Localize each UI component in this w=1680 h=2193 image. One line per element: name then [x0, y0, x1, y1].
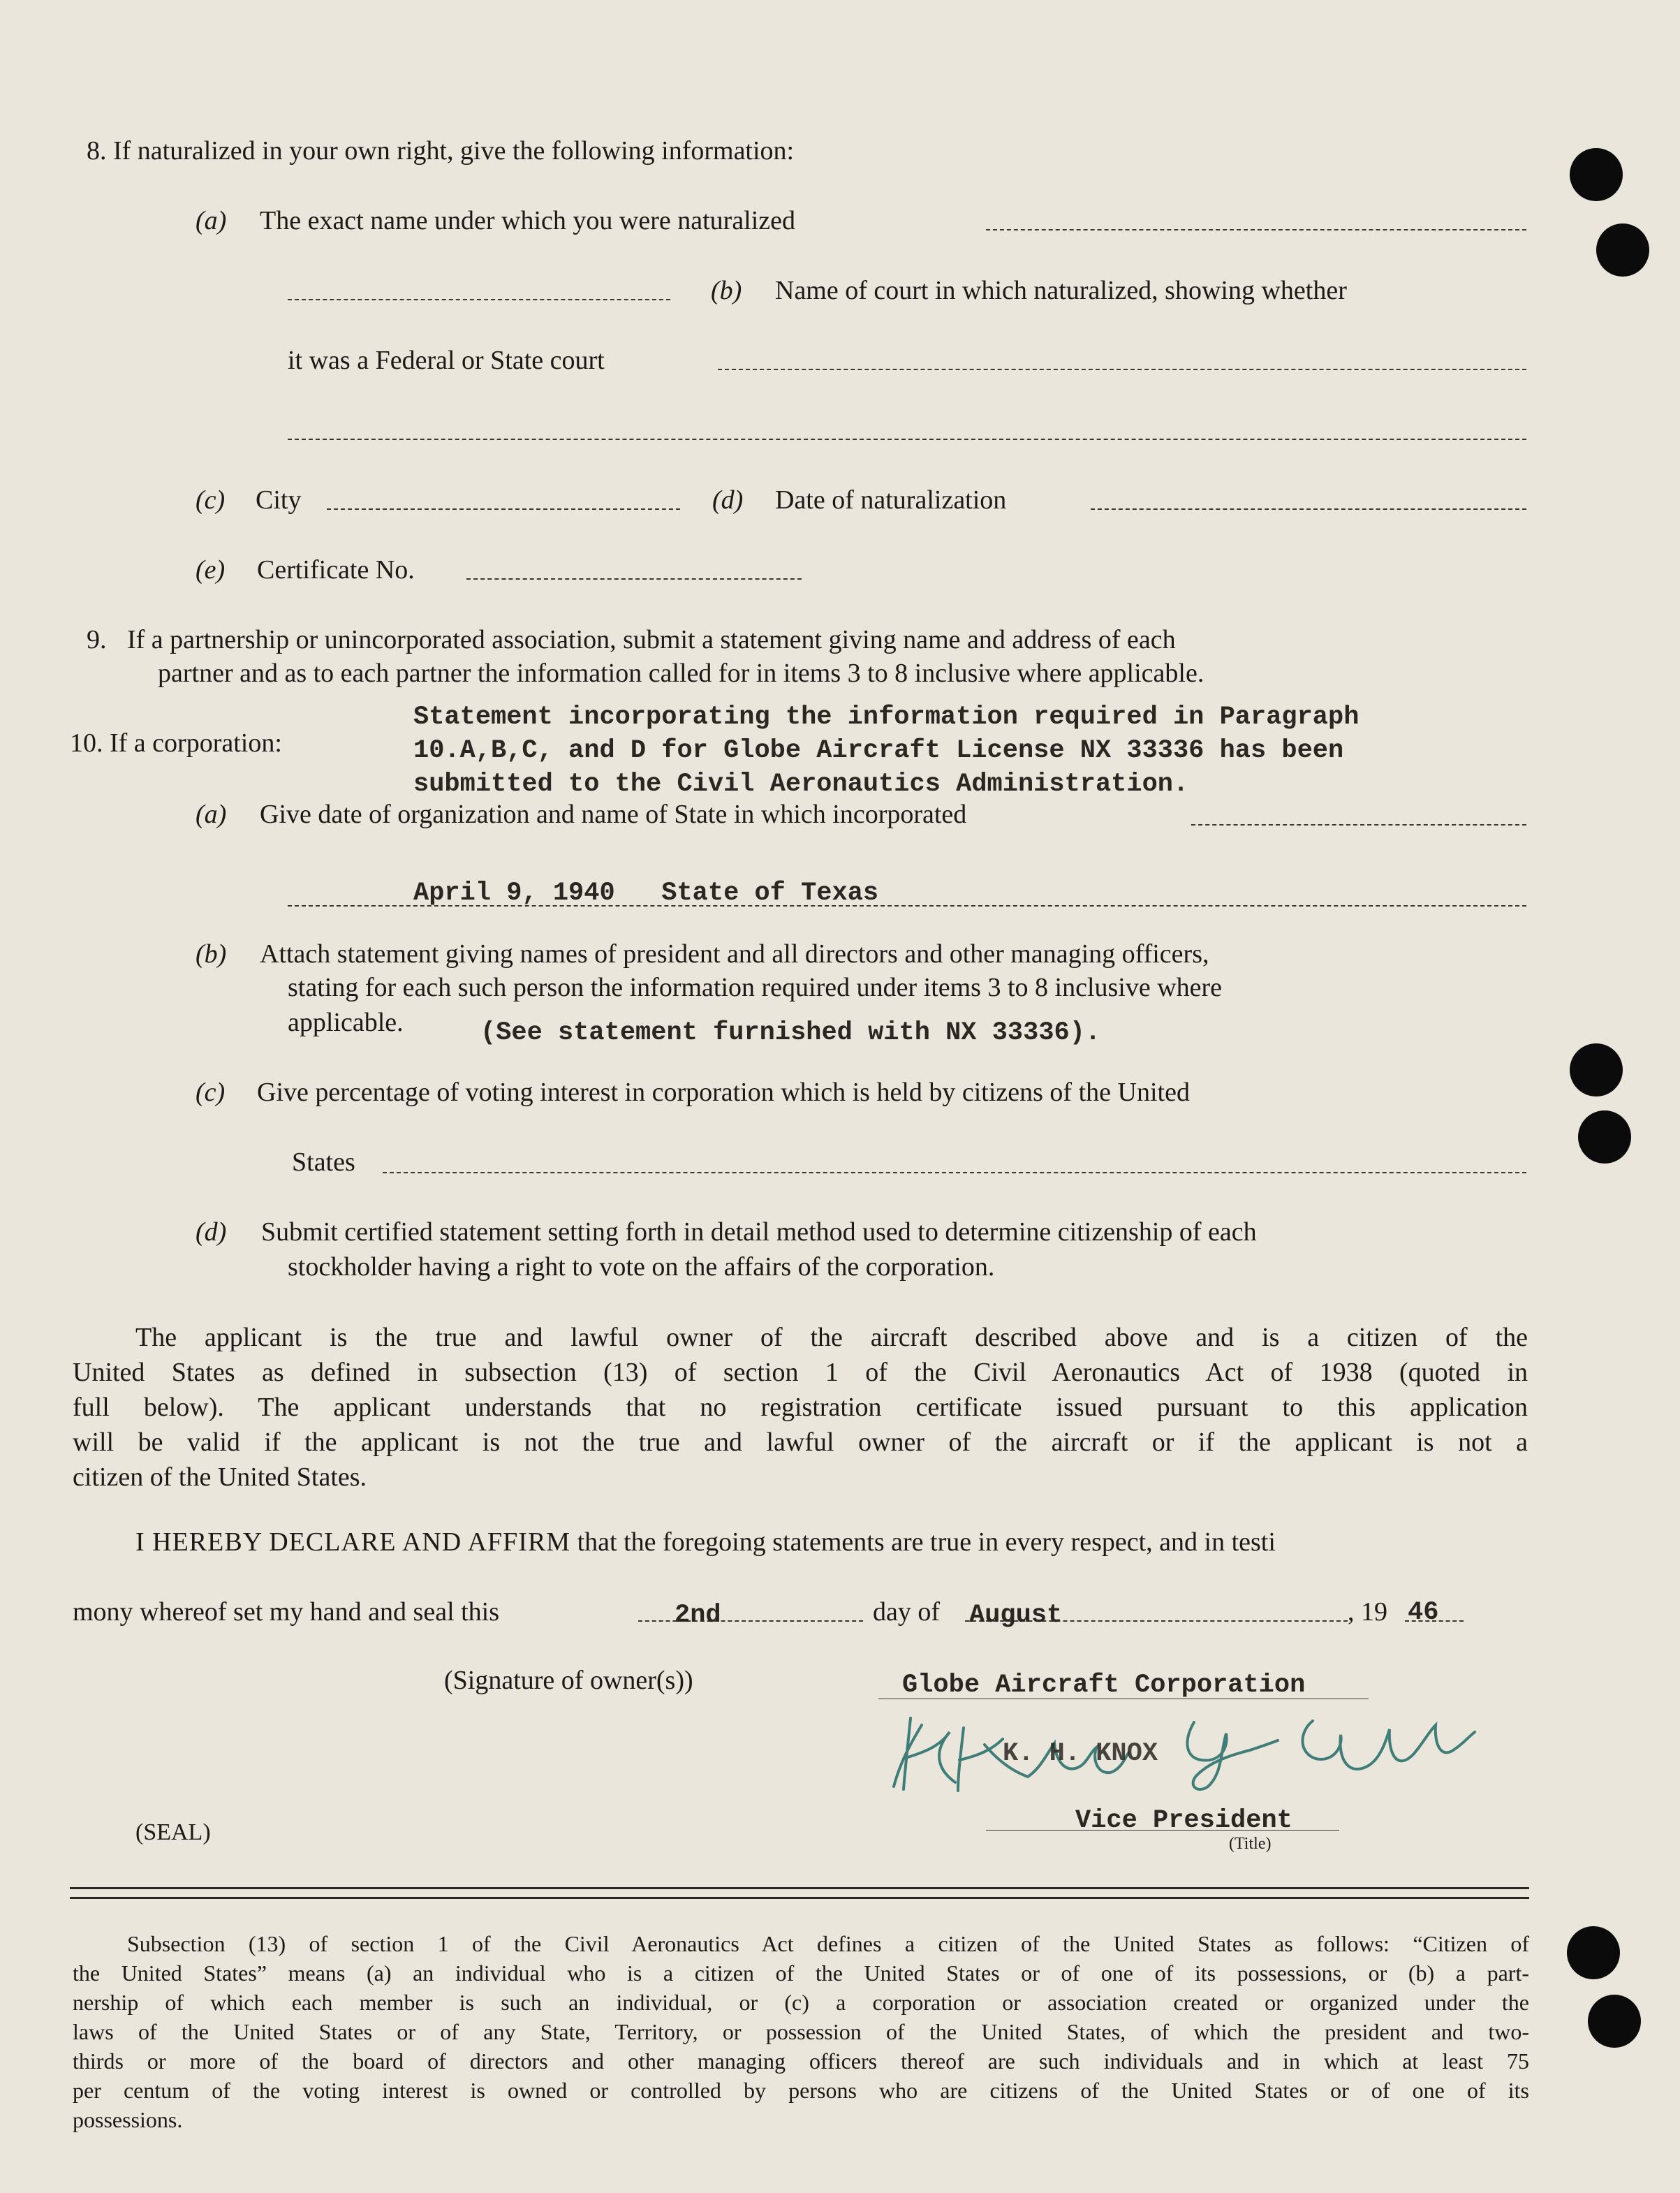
month-value: August — [969, 1601, 1063, 1630]
affirmation-caps: I HEREBY DECLARE AND AFFIRM — [135, 1527, 571, 1557]
item-10c-label: (c) — [196, 1078, 226, 1107]
punch-hole — [1578, 1110, 1631, 1164]
punch-hole — [1570, 1043, 1623, 1096]
footnote-line: nership of which each member is such an individual, or (c) a corporation or association created or organized under the — [73, 1990, 1529, 2015]
citizen-definition-footnote — [73, 1929, 1529, 2134]
statement-reference-value: (See statement furnished with NX 33336). — [480, 1018, 1101, 1048]
punch-hole — [1596, 223, 1649, 277]
item-10a-label: (a) — [196, 800, 227, 829]
court-field-cont[interactable] — [288, 439, 1526, 440]
item-8c-label: (c) — [196, 485, 226, 515]
organization-value: April 9, 1940 State of Texas — [413, 879, 879, 908]
item-8b-text: Name of court in which naturalized, showing whether — [775, 276, 1347, 305]
footnote-line: the United States” means (a) an individual who is a citizen of the United States or of one of its possessions, or (b) a part- — [73, 1960, 1529, 1986]
item-8b-label: (b) — [711, 276, 742, 305]
item-10b-line-1: Attach statement giving names of president and all directors and other managing officers, — [260, 939, 1209, 969]
footnote-line: Subsection (13) of section 1 of the Civil Aeronautics Act defines a citizen of the United States as follows: “Citizen of — [127, 1931, 1529, 1956]
item-8a-label: (a) — [196, 206, 227, 235]
year-prefix: , 19 — [1348, 1597, 1387, 1627]
typed-statement-line: submitted to the Civil Aeronautics Administration. — [413, 770, 1189, 799]
declaration-line: citizen of the United States. — [73, 1462, 367, 1492]
declaration-line: The applicant is the true and lawful owner of the aircraft described above and is a citizen of the — [135, 1323, 1528, 1352]
declaration-paragraph — [73, 1320, 1528, 1495]
affirmation-line — [135, 1527, 1276, 1558]
item-10c-line-2: States — [292, 1147, 355, 1177]
year-field[interactable] — [1405, 1620, 1464, 1622]
footnote-line: possessions. — [73, 2107, 183, 2132]
item-10d-line-2: stockholder having a right to vote on the affairs of the corporation. — [288, 1252, 995, 1282]
divider-rule — [70, 1887, 1529, 1889]
title-label: (Title) — [1229, 1835, 1272, 1853]
item-9-number: 9. — [87, 625, 107, 654]
item-10b-line-2: stating for each such person the information required under items 3 to 8 inclusive where — [288, 973, 1223, 1002]
declaration-line: United States as defined in subsection (13) of section 1 of the Civil Aeronautics Act of 1938 (quoted in — [73, 1358, 1528, 1387]
item-10d-label: (d) — [196, 1217, 227, 1247]
item-8e-label: (e) — [196, 555, 226, 585]
affirmation-text: that the foregoing statements are true in every respect, and in testi — [570, 1527, 1276, 1557]
item-8-heading: 8. If naturalized in your own right, give the following information: — [87, 136, 795, 166]
punch-hole — [1588, 1995, 1641, 2048]
footnote-line: thirds or more of the board of directors and other managing officers thereof are such individuals and in which at least 75 — [73, 2048, 1529, 2074]
footnote-line: laws of the United States or of any State, Territory, or possession of the United States, of which the president and two- — [73, 2019, 1529, 2044]
divider-rule — [70, 1897, 1529, 1899]
title-value: Vice President — [1075, 1806, 1292, 1835]
item-8d-text: Date of naturalization — [775, 485, 1007, 515]
typed-statement-line: 10.A,B,C, and D for Globe Aircraft License NX 33336 has been — [413, 736, 1344, 765]
handwritten-signature — [880, 1704, 1480, 1802]
declaration-line: will be valid if the applicant is not the true and lawful owner of the aircraft or if the applicant is not a — [73, 1428, 1528, 1457]
item-8e-text: Certificate No. — [257, 555, 415, 585]
item-10d-line-1: Submit certified statement setting forth in detail method used to determine citizenship of each — [261, 1217, 1257, 1247]
day-value: 2nd — [675, 1601, 721, 1630]
item-10-heading: 10. If a corporation: — [70, 728, 282, 758]
testimony-text: mony whereof set my hand and seal this — [73, 1597, 500, 1627]
item-10c-line-1: Give percentage of voting interest in corporation which is held by citizens of the United — [257, 1078, 1190, 1107]
owner-typed-name: Globe Aircraft Corporation — [902, 1671, 1306, 1700]
organization-field[interactable] — [1191, 824, 1526, 826]
naturalization-date-field[interactable] — [1091, 508, 1526, 510]
item-8a-text: The exact name under which you were naturalized — [260, 206, 796, 235]
signer-typed-name: K. H. KNOX — [1003, 1739, 1158, 1768]
item-8d-label: (d) — [712, 485, 744, 515]
day-of-text: day of — [873, 1597, 941, 1627]
year-value: 46 — [1408, 1598, 1439, 1627]
punch-hole — [1570, 148, 1623, 201]
signature-label: (Signature of owner(s)) — [444, 1666, 693, 1695]
item-10b-label: (b) — [196, 939, 227, 969]
certificate-number-field[interactable] — [466, 578, 802, 580]
naturalized-name-field-cont[interactable] — [288, 299, 670, 300]
day-field[interactable] — [638, 1620, 863, 1622]
item-9-line-1: If a partnership or unincorporated association, submit a statement giving name and address of each — [127, 625, 1176, 654]
voting-interest-field[interactable] — [383, 1172, 1526, 1173]
footnote-line: per centum of the voting interest is owned or controlled by persons who are citizens of the United States or of one of its — [73, 2078, 1529, 2103]
city-field[interactable] — [327, 508, 680, 510]
item-10b-line-3: applicable. — [288, 1008, 404, 1037]
seal-label: (SEAL) — [135, 1819, 211, 1845]
item-9-line-2: partner and as to each partner the information called for in items 3 to 8 inclusive where applicable. — [158, 659, 1204, 688]
punch-hole — [1567, 1926, 1620, 1979]
item-10a-text: Give date of organization and name of State in which incorporated — [260, 800, 967, 829]
declaration-line: full below). The applicant understands that no registration certificate issued pursuant to this application — [73, 1393, 1528, 1422]
court-field[interactable] — [718, 369, 1526, 370]
item-8c-text: City — [256, 485, 302, 515]
item-8b-text-cont: it was a Federal or State court — [288, 346, 605, 375]
typed-statement-line: Statement incorporating the information required in Paragraph — [413, 703, 1360, 732]
naturalized-name-field[interactable] — [986, 229, 1526, 230]
